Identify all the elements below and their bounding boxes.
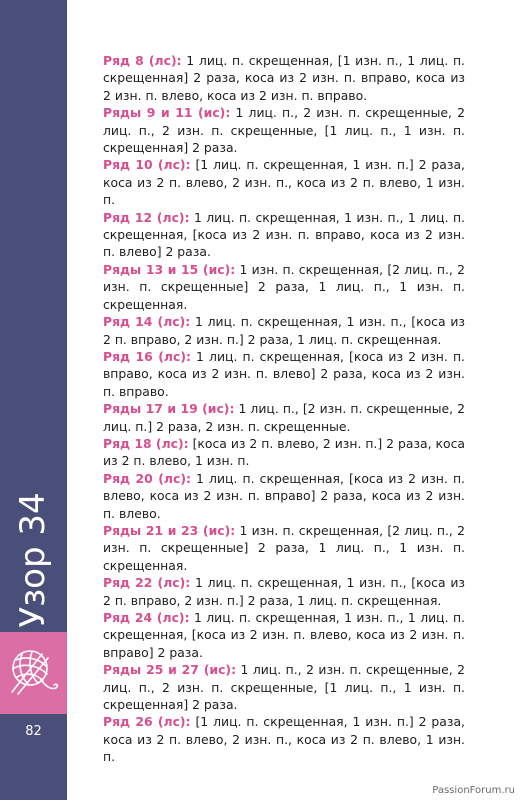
row-label: Ряды 13 и 15 (ис): bbox=[103, 261, 236, 277]
row-instruction bbox=[103, 435, 465, 470]
row-label: Ряды 25 и 27 (ис): bbox=[103, 662, 237, 678]
row-text: 1 изн. п. скрещенная, [2 лиц. п., 2 изн. п. скрещенные] 2 раза, 1 лиц. п., 1 изн. п. скрещенная. bbox=[103, 522, 465, 573]
yarn-box bbox=[0, 632, 67, 714]
row-instruction bbox=[103, 313, 465, 348]
yarn-ball-icon bbox=[8, 646, 60, 696]
row-text: 1 лиц. п., 2 изн. п. скрещенные, 2 лиц. п., 2 изн. п. скрещенные, [1 лиц. п., 1 изн. п. скрещенная] 2 раза. bbox=[103, 662, 465, 713]
row-label: Ряды 21 и 23 (ис): bbox=[103, 522, 236, 538]
row-text: 1 лиц. п. скрещенная, [коса из 2 изн. п. вправо, коса из 2 изн. п. влево] 2 раза, коса из 2 изн. п. вправо. bbox=[103, 348, 465, 399]
row-text: 1 лиц. п., [2 изн. п. скрещенные, 2 лиц. п.] 2 раза, 2 изн. п. скрещенные. bbox=[103, 401, 465, 434]
row-label: Ряд 14 (лс): bbox=[103, 314, 191, 330]
sidebar bbox=[0, 0, 67, 800]
watermark: PassionForum.ru bbox=[432, 785, 515, 796]
row-text: [1 лиц. п. скрещенная, 1 изн. п.] 2 раза, коса из 2 п. влево, 2 изн. п., коса из 2 п. влево, 1 изн. п. bbox=[103, 157, 465, 208]
row-text: 1 лиц. п. скрещенная, [коса из 2 изн. п. влево, коса из 2 изн. п. вправо] 2 раза, коса из 2 изн. п. влево. bbox=[103, 470, 465, 521]
row-instruction bbox=[103, 661, 465, 713]
page-number: 82 bbox=[25, 724, 42, 739]
row-text: [1 лиц. п. скрещенная, 1 изн. п.] 2 раза, коса из 2 п. влево, 2 изн. п., коса из 2 п. влево, 1 изн. п. bbox=[103, 714, 465, 765]
row-text: 1 лиц. п. скрещенная, 1 изн. п., 1 лиц. п. скрещенная, [коса из 2 изн. п. вправо, коса из 2 изн. п. влево] 2 раза. bbox=[103, 209, 465, 260]
row-label: Ряд 26 (лс): bbox=[103, 714, 191, 730]
pattern-title: Узор 34 bbox=[13, 492, 53, 628]
row-text: 1 лиц. п., 2 изн. п. скрещенные, 2 лиц. п., 2 изн. п. скрещенные, [1 лиц. п., 1 изн. п. скрещенная] 2 раза. bbox=[103, 105, 465, 156]
row-text: 1 изн. п. скрещенная, [2 лиц. п., 2 изн. п. скрещенные] 2 раза, 1 лиц. п., 1 изн. п. скрещенная. bbox=[103, 261, 465, 312]
row-text: 1 лиц. п. скрещенная, 1 изн. п., 1 лиц. п. скрещенная, [коса из 2 изн. п. влево, коса из 2 изн. п. вправо] 2 раза. bbox=[103, 610, 465, 660]
row-text: [коса из 2 п. влево, 2 изн. п.] 2 раза, коса из 2 п. влево, 1 изн. п. bbox=[103, 435, 465, 469]
row-instruction bbox=[103, 52, 465, 104]
row-text: 1 лиц. п. скрещенная, [1 изн. п., 1 лиц. п. скрещенная] 2 раза, коса из 2 изн. п. вправо, коса из 2 изн. п. влево, коса из 2 изн. п. вправо. bbox=[103, 53, 465, 103]
row-label: Ряд 20 (лс): bbox=[103, 470, 191, 486]
row-label: Ряд 18 (лс): bbox=[103, 435, 189, 451]
row-instruction bbox=[103, 209, 465, 261]
row-instruction bbox=[103, 348, 465, 400]
row-label: Ряды 17 и 19 (ис): bbox=[103, 401, 235, 417]
row-instruction bbox=[103, 574, 465, 609]
row-label: Ряд 10 (лс): bbox=[103, 157, 191, 173]
row-instruction bbox=[103, 156, 465, 208]
row-label: Ряд 24 (лс): bbox=[103, 610, 190, 625]
row-instruction bbox=[103, 609, 465, 661]
row-text: 1 лиц. п. скрещенная, 1 изн. п., [коса из 2 п. вправо, 2 изн. п.] 2 раза, 1 лиц. п. скрещенная. bbox=[103, 314, 465, 347]
row-instruction bbox=[103, 470, 465, 522]
row-label: Ряд 12 (лс): bbox=[103, 209, 190, 225]
row-instruction bbox=[103, 104, 465, 156]
row-text: 1 лиц. п. скрещенная, 1 изн. п., [коса из 2 п. вправо, 2 изн. п.] 2 раза, 1 лиц. п. скрещенная. bbox=[103, 575, 465, 608]
row-instruction bbox=[103, 400, 465, 435]
row-label: Ряд 16 (лс): bbox=[103, 348, 191, 364]
row-instruction bbox=[103, 261, 465, 313]
row-instruction bbox=[103, 522, 465, 574]
row-label: Ряды 9 и 11 (ис): bbox=[103, 105, 231, 121]
row-label: Ряд 8 (лс): bbox=[103, 53, 182, 68]
pattern-instructions bbox=[103, 52, 465, 766]
row-instruction bbox=[103, 713, 465, 765]
row-label: Ряд 22 (лс): bbox=[103, 575, 191, 591]
